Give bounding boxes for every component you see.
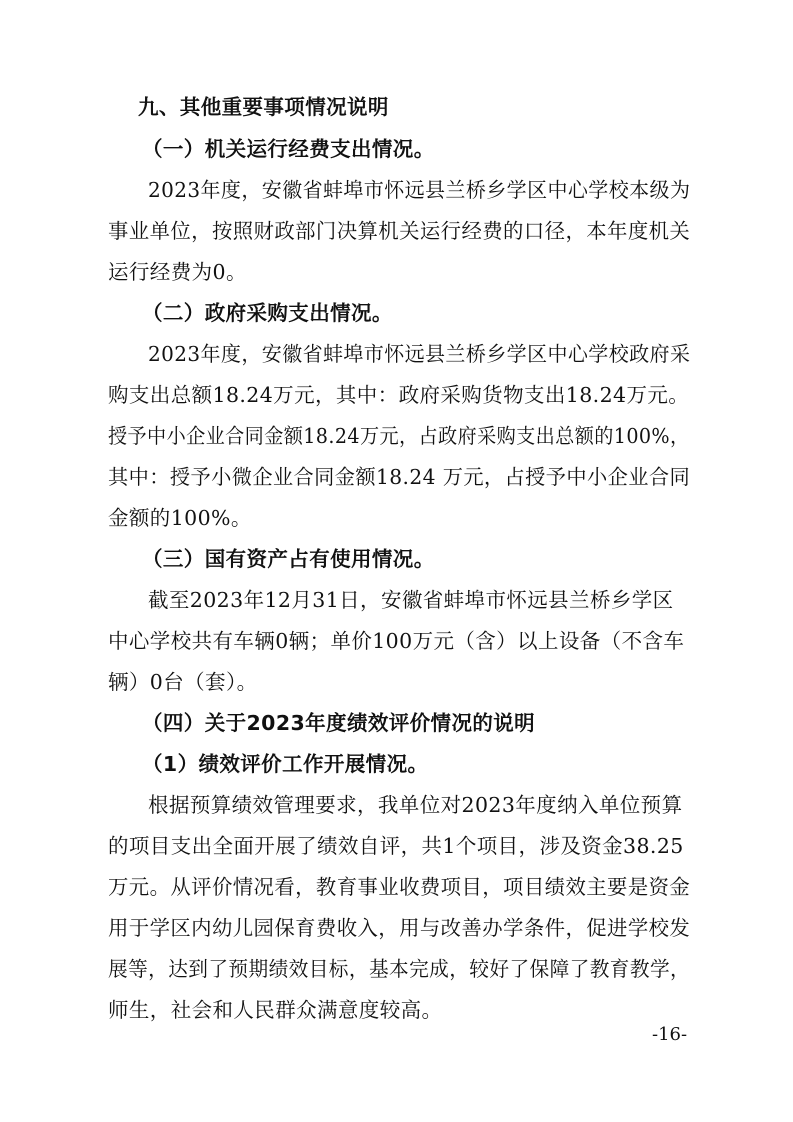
section2-line: 其中：授予小微企业合同金额18.24 万元，占授予中小企业合同 (108, 465, 691, 489)
page-number: -16- (652, 1024, 688, 1045)
section2-line: 2023年度，安徽省蚌埠市怀远县兰桥乡学区中心学校政府采 (148, 342, 691, 366)
section1-line: 运行经费为0。 (108, 260, 247, 284)
section4-line: 展等，达到了预期绩效目标，基本完成，较好了保障了教育教学， (108, 957, 691, 981)
section2-line: 授予中小企业合同金额18.24万元，占政府采购支出总额的100%， (108, 424, 690, 448)
section1-title: （一）机关运行经费支出情况。 (142, 137, 435, 161)
section3-line: 辆）0台（套）。 (108, 670, 258, 694)
section4-subtitle: （1）绩效评价工作开展情况。 (142, 752, 429, 776)
section4-line: 师生，社会和人民群众满意度较高。 (108, 998, 443, 1022)
section2-line: 购支出总额18.24万元，其中：政府采购货物支出18.24万元。 (108, 383, 690, 407)
section3-line: 截至2023年12月31日，安徽省蚌埠市怀远县兰桥乡学区 (148, 588, 674, 612)
section1-line: 2023年度，安徽省蚌埠市怀远县兰桥乡学区中心学校本级为 (148, 178, 691, 202)
section4-line: 根据预算绩效管理要求，我单位对2023年度纳入单位预算 (148, 793, 683, 817)
section-heading: 九、其他重要事项情况说明 (138, 95, 389, 119)
section4-title: （四）关于2023年度绩效评价情况的说明 (142, 711, 536, 735)
section2-title: （二）政府采购支出情况。 (142, 301, 393, 325)
section3-title: （三）国有资产占有使用情况。 (142, 547, 435, 571)
section4-line: 用于学区内幼儿园保育费收入，用与改善办学条件，促进学校发 (108, 916, 691, 940)
section2-line: 金额的100%。 (108, 506, 252, 530)
section4-line: 的项目支出全面开展了绩效自评，共1个项目，涉及资金38.25 (108, 834, 684, 858)
section3-line: 中心学校共有车辆0辆；单价100万元（含）以上设备（不含车 (108, 629, 685, 653)
section4-line: 万元。从评价情况看，教育事业收费项目，项目绩效主要是资金 (108, 875, 691, 899)
section1-line: 事业单位，按照财政部门决算机关运行经费的口径，本年度机关 (108, 219, 691, 243)
